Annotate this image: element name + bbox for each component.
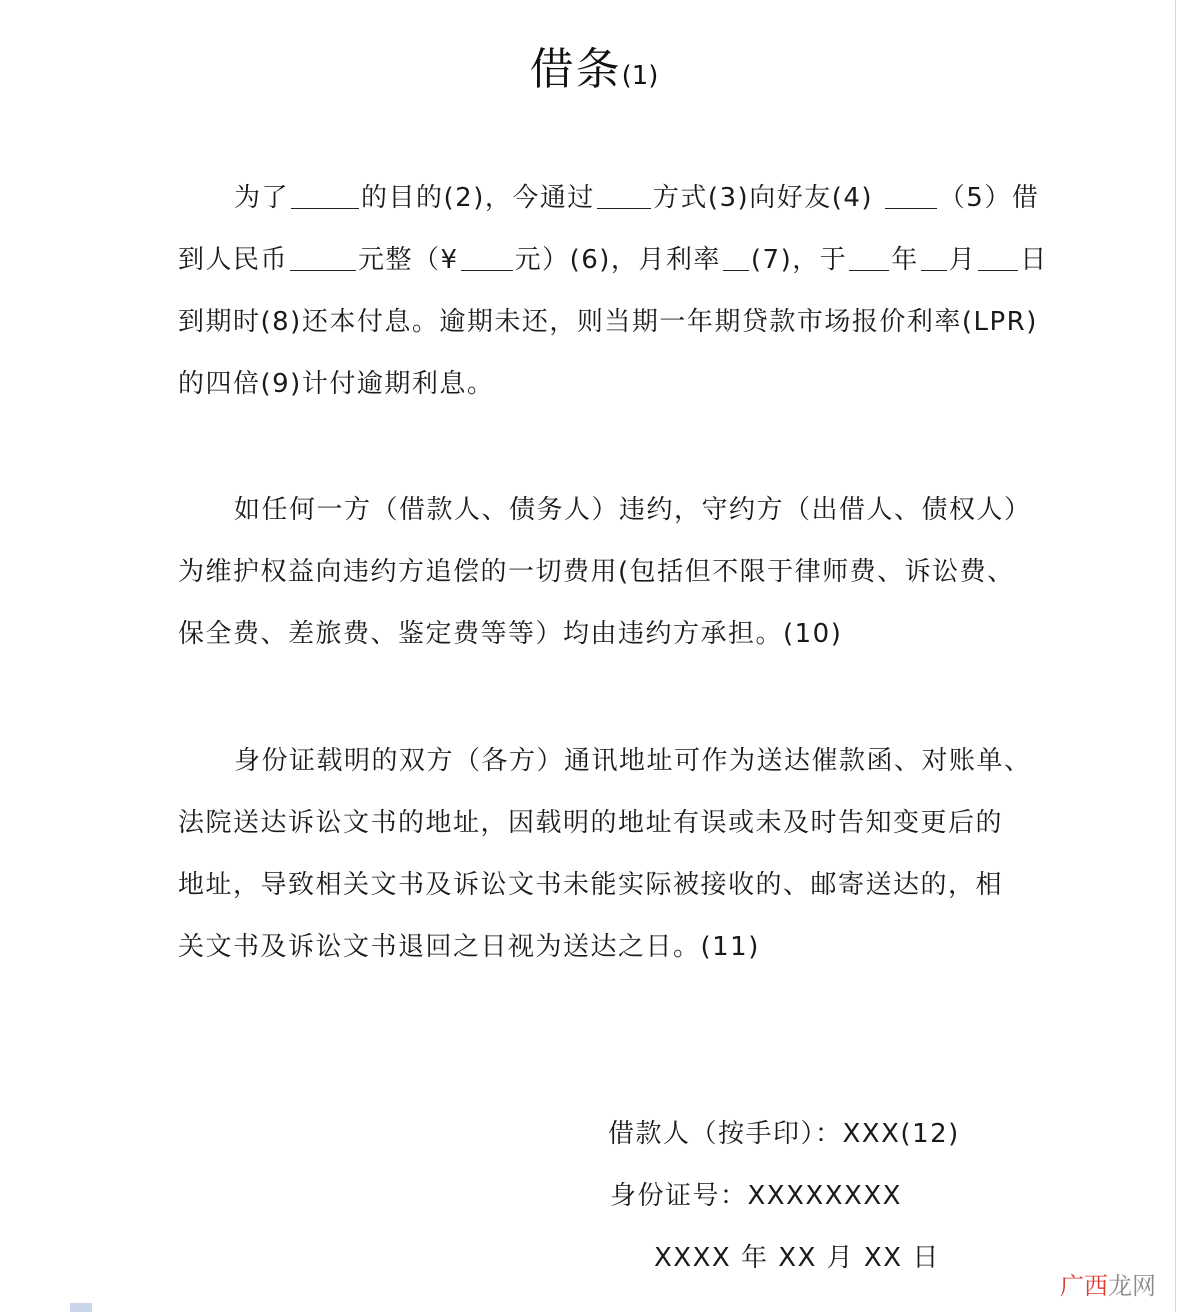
blank-year — [849, 242, 889, 271]
text-segment: 日 — [1020, 245, 1048, 275]
title-note: (1) — [621, 61, 659, 91]
paragraph-line — [178, 353, 1018, 415]
signature-date: XXXX 年 XX 月 XX 日 — [654, 1243, 940, 1273]
text-segment: 年 — [891, 245, 919, 275]
blank-lender — [885, 180, 937, 209]
blank-interest-rate — [723, 242, 749, 271]
title-text: 借条 — [529, 44, 622, 95]
page-edge-divider — [1175, 0, 1176, 1312]
text-segment: 的四倍(9)计付逾期利息。 — [178, 369, 495, 399]
signature-borrower: 借款人（按手印）：XXX(12) — [608, 1119, 960, 1149]
paragraph-loan-terms — [178, 167, 1048, 415]
watermark-part-gray: 龙网 — [1108, 1272, 1156, 1300]
paragraph-line: 如任何一方（借款人、债务人）违约，守约方（出借人、债权人） — [234, 495, 1032, 525]
document-corner-icon — [70, 1303, 92, 1312]
text-segment: 月 — [948, 245, 977, 275]
paragraph-line — [178, 229, 1048, 291]
text-segment: 元整（¥ — [358, 245, 459, 275]
paragraph-line — [178, 291, 1038, 353]
text-segment: (7)，于 — [750, 245, 848, 275]
text-segment: 到期时(8)还本付息。逾期未还，则当期一年期贷款市场报价利率(LPR) — [178, 307, 1038, 337]
paragraph-service-address — [178, 730, 1032, 978]
paragraph-line: 地址，导致相关文书及诉讼文书未能实际被接收的、邮寄送达的，相 — [178, 870, 1004, 900]
blank-amount-words — [290, 242, 356, 271]
paragraph-breach-costs — [178, 479, 1032, 665]
text-segment: 为了 — [234, 183, 290, 213]
blank-purpose — [291, 180, 359, 209]
site-watermark-logo — [1060, 1266, 1156, 1301]
document-title — [0, 44, 1188, 97]
text-segment: （5）借 — [938, 183, 1040, 213]
paragraph-line: 法院送达诉讼文书的地址，因载明的地址有误或未及时告知变更后的 — [178, 808, 1004, 838]
text-segment: 到人民币 — [178, 245, 289, 275]
blank-method — [597, 180, 651, 209]
text-segment: 元）(6)，月利率 — [514, 245, 721, 275]
text-segment: 的目的(2)，今通过 — [361, 183, 595, 213]
text-segment: 方式(3)向好友(4) — [652, 183, 883, 213]
paragraph-line: 关文书及诉讼文书退回之日视为送达之日。(11) — [178, 932, 760, 962]
blank-amount-digits — [461, 242, 513, 271]
signature-id-number: 身份证号：XXXXXXXX — [610, 1181, 902, 1211]
watermark-part-red: 广西 — [1060, 1272, 1108, 1300]
paragraph-line: 保全费、差旅费、鉴定费等等）均由违约方承担。(10) — [178, 619, 843, 649]
blank-month — [921, 242, 947, 271]
paragraph-line: 为维护权益向违约方追偿的一切费用(包括但不限于律师费、诉讼费、 — [178, 557, 1015, 587]
blank-day — [978, 242, 1018, 271]
paragraph-line: 身份证载明的双方（各方）通讯地址可作为送达催款函、对账单、 — [234, 746, 1032, 776]
paragraph-line — [178, 167, 1040, 229]
